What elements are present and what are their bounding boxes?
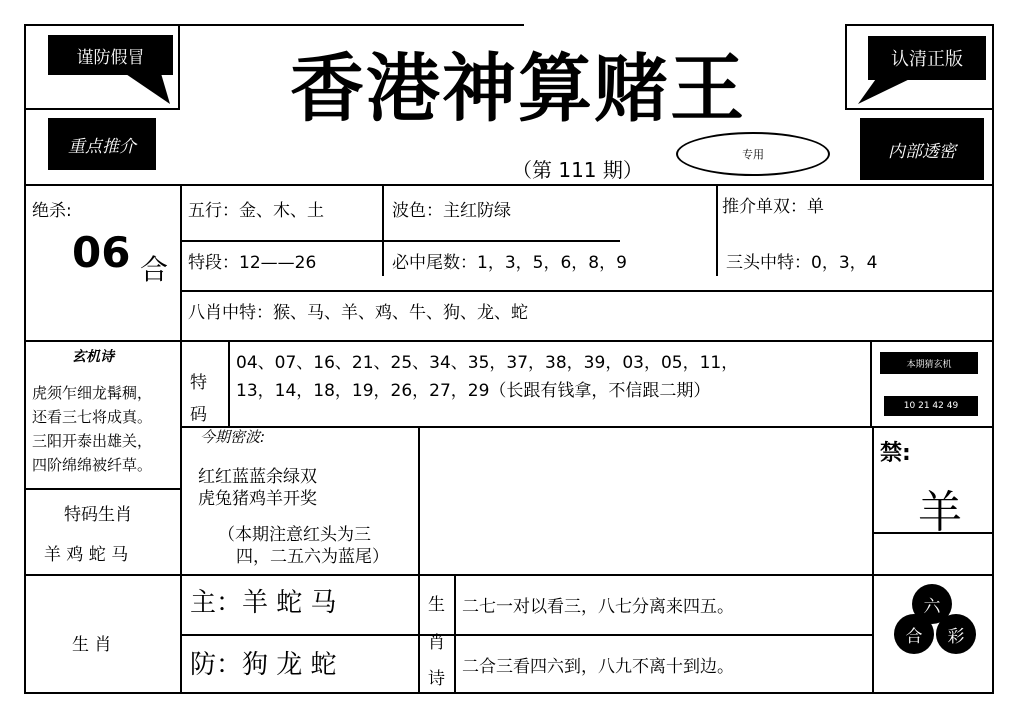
baxiao-text: 八肖中特：猴、马、羊、鸡、牛、狗、龙、蛇 <box>188 303 528 323</box>
shengxiao-label: 生 肖 <box>72 635 112 655</box>
badge-mid-right <box>860 118 984 180</box>
tema-shengxiao-label: 特码生肖 <box>64 505 132 525</box>
right-box-bottom-label: 10 21 42 49 <box>903 401 959 411</box>
badge-top-left <box>48 35 173 75</box>
wuxing-text: 五行：金、木、土 <box>188 201 324 221</box>
forbid-label: 禁: <box>880 441 911 466</box>
mibo-note-2: 四，二五六为蓝尾） <box>236 547 389 567</box>
badge-mid-left-label: 重点推介 <box>68 136 136 157</box>
badge-top-right <box>868 36 986 80</box>
stamp-text: 专用 <box>742 148 764 161</box>
mibo-note-1: （本期注意红头为三 <box>218 525 371 545</box>
logo-circle-2 <box>894 614 934 654</box>
tianji-line-2: 还看三七将成真。 <box>32 408 153 426</box>
right-box-top <box>880 352 978 374</box>
speech-tail-icon <box>120 70 180 106</box>
santou-text: 三头中特：0，3，4 <box>726 253 878 273</box>
mibo-line-2: 虎兔猪鸡羊开奖 <box>198 489 317 509</box>
poem-label-2: 肖 <box>428 633 445 653</box>
stamp-seal <box>676 132 830 176</box>
tema-line-1: 04、07、16、21、25、34、35，37，38，39，03，05，11， <box>236 353 739 373</box>
tema-label-1: 特 <box>190 373 207 393</box>
right-box-top-label: 本期猜玄机 <box>906 359 952 370</box>
teduan-text: 特段：12——26 <box>188 253 317 273</box>
mibo-title: 今期密波: <box>200 428 266 446</box>
badge-top-right-label: 认清正版 <box>891 49 963 70</box>
right-box-bottom <box>884 396 978 416</box>
kill-unit: 合 <box>140 253 169 286</box>
issue-number: （第 111 期） <box>512 158 643 182</box>
badge-mid-left <box>48 118 156 170</box>
kill-label: 绝杀: <box>32 201 72 221</box>
weishu-text: 必中尾数：1，3，5，6，8，9 <box>392 253 627 273</box>
badge-top-left-label: 谨防假冒 <box>76 47 145 68</box>
forbid-value: 羊 <box>918 487 962 538</box>
logo-circle-3 <box>936 614 976 654</box>
tianji-title: 玄机诗 <box>72 349 114 365</box>
poem-label-1: 生 <box>428 595 445 615</box>
tema-label-2: 码 <box>190 405 207 425</box>
logo-char-3: 彩 <box>947 626 965 647</box>
poem-line-1: 二七一对以看三，八七分离来四五。 <box>462 597 734 617</box>
tema-shengxiao-value: 羊 鸡 蛇 马 <box>44 545 129 565</box>
danshuang-text: 推介单双：单 <box>722 197 824 217</box>
badge-mid-right-label: 内部透密 <box>888 141 956 162</box>
tema-line-2: 13，14，18，19，26，27，29（长跟有钱拿，不信跟二期） <box>236 381 711 401</box>
logo-char-2: 合 <box>905 626 923 647</box>
mibo-line-1: 红红蓝蓝余绿双 <box>198 467 317 487</box>
speech-tail-icon <box>858 76 918 106</box>
tianji-line-4: 四阶绵绵被纤草。 <box>32 456 153 474</box>
shengxiao-guard: 防：狗 龙 蛇 <box>190 650 337 680</box>
page-title: 香港神算赌王 <box>290 46 746 132</box>
shengxiao-main: 主：羊 蛇 马 <box>190 588 337 618</box>
tianji-line-3: 三阳开泰出雄关， <box>32 432 153 450</box>
kill-number: 06 <box>72 228 131 277</box>
logo-char-1: 六 <box>923 596 941 617</box>
poem-label-3: 诗 <box>428 669 445 689</box>
bose-text: 波色：主红防绿 <box>392 201 511 221</box>
poem-line-2: 二合三看四六到，八九不离十到边。 <box>462 657 734 677</box>
tianji-line-1: 虎须乍细龙髯稠， <box>32 384 153 402</box>
